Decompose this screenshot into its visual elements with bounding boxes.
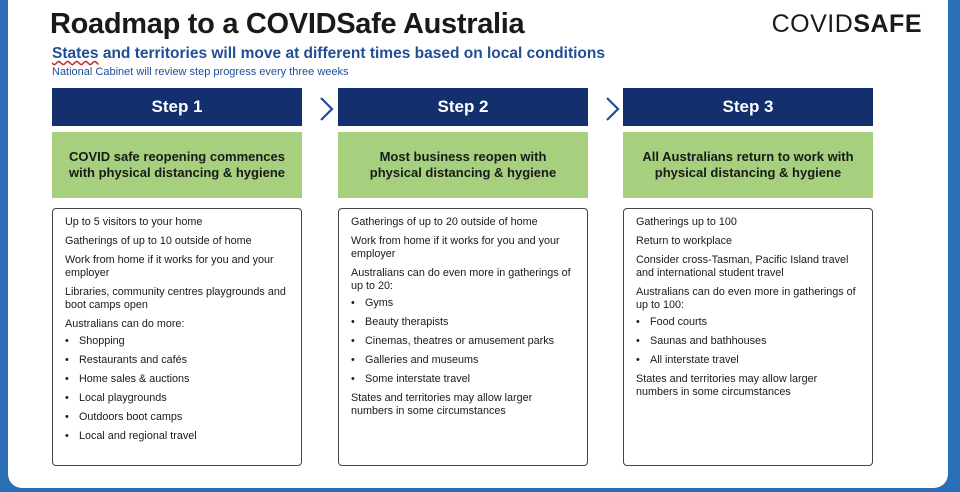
- review-note: National Cabinet will review step progress every three weeks: [52, 66, 349, 78]
- step-1-item: Libraries, community centres playgrounds and boot camps open: [65, 286, 286, 311]
- step-1-bullet: • Shopping: [65, 335, 291, 348]
- step-2-footer: States and territories may allow larger numbers in some circumstances: [351, 392, 533, 417]
- step-2-bullet: • Cinemas, theatres or amusement parks: [351, 335, 577, 348]
- step-3-bullet: • Food courts: [636, 316, 862, 329]
- step-3-bullet: • Saunas and bathhouses: [636, 335, 862, 348]
- step-3-footer: States and territories may allow larger numbers in some circumstances: [636, 373, 818, 398]
- step-3-bullet-list: [636, 316, 862, 367]
- step-2-bullet: • Galleries and museums: [351, 354, 577, 367]
- step-3-bullet: • All interstate travel: [636, 354, 862, 367]
- roadmap-slide: [8, 0, 948, 488]
- step-2-bullet: • Beauty therapists: [351, 316, 577, 329]
- step-1-item: Gatherings of up to 10 outside of home: [65, 235, 252, 247]
- step-2-item: Gatherings of up to 20 outside of home: [351, 216, 538, 228]
- page-title: Roadmap to a COVIDSafe Australia: [50, 8, 525, 40]
- subtitle-rest: and territories will move at different times based on local conditions: [98, 45, 605, 62]
- chevron-right-icon: [315, 96, 337, 122]
- step-1-bullet: • Local playgrounds: [65, 392, 291, 405]
- logo-part-safe: SAFE: [853, 10, 922, 38]
- step-1-item: Up to 5 visitors to your home: [65, 216, 203, 228]
- step-1-bullet: • Outdoors boot camps: [65, 411, 291, 424]
- step-1-bullet-list: [65, 335, 291, 443]
- subtitle: [52, 45, 605, 63]
- step-3-item: Australians can do even more in gatherings of up to 100:: [636, 286, 856, 311]
- step-2-details: [338, 208, 588, 466]
- step-2-bullet: • Some interstate travel: [351, 373, 577, 386]
- step-3-details: [623, 208, 873, 466]
- step-1-column: [52, 88, 302, 466]
- step-3-column: [623, 88, 873, 466]
- step-3-heading: Step 3: [623, 88, 873, 126]
- step-2-bullet-list: [351, 297, 577, 386]
- subtitle-lead: States: [52, 45, 99, 62]
- covidsafe-logo: [772, 10, 922, 39]
- step-2-item: Work from home if it works for you and your employer: [351, 235, 560, 260]
- step-1-bullet: • Home sales & auctions: [65, 373, 291, 386]
- chevron-right-icon: [601, 96, 623, 122]
- step-1-summary: COVID safe reopening commences with physical distancing & hygiene: [52, 132, 302, 198]
- step-3-item: Gatherings up to 100: [636, 216, 737, 228]
- step-3-summary: All Australians return to work with physical distancing & hygiene: [623, 132, 873, 198]
- step-2-heading: Step 2: [338, 88, 588, 126]
- step-1-heading: Step 1: [52, 88, 302, 126]
- step-1-item: Work from home if it works for you and your employer: [65, 254, 274, 279]
- step-2-column: [338, 88, 588, 466]
- logo-part-covid: COVID: [771, 10, 854, 38]
- step-1-details: [52, 208, 302, 466]
- step-3-item: Return to workplace: [636, 235, 733, 247]
- step-1-item: Australians can do more:: [65, 318, 185, 330]
- step-2-item: Australians can do even more in gatherings of up to 20:: [351, 267, 571, 292]
- step-3-item: Consider cross-Tasman, Pacific Island travel and international student travel: [636, 254, 849, 279]
- step-2-bullet: • Gyms: [351, 297, 577, 310]
- step-1-bullet: • Restaurants and cafés: [65, 354, 291, 367]
- step-2-summary: Most business reopen with physical distancing & hygiene: [338, 132, 588, 198]
- step-1-bullet: • Local and regional travel: [65, 430, 291, 443]
